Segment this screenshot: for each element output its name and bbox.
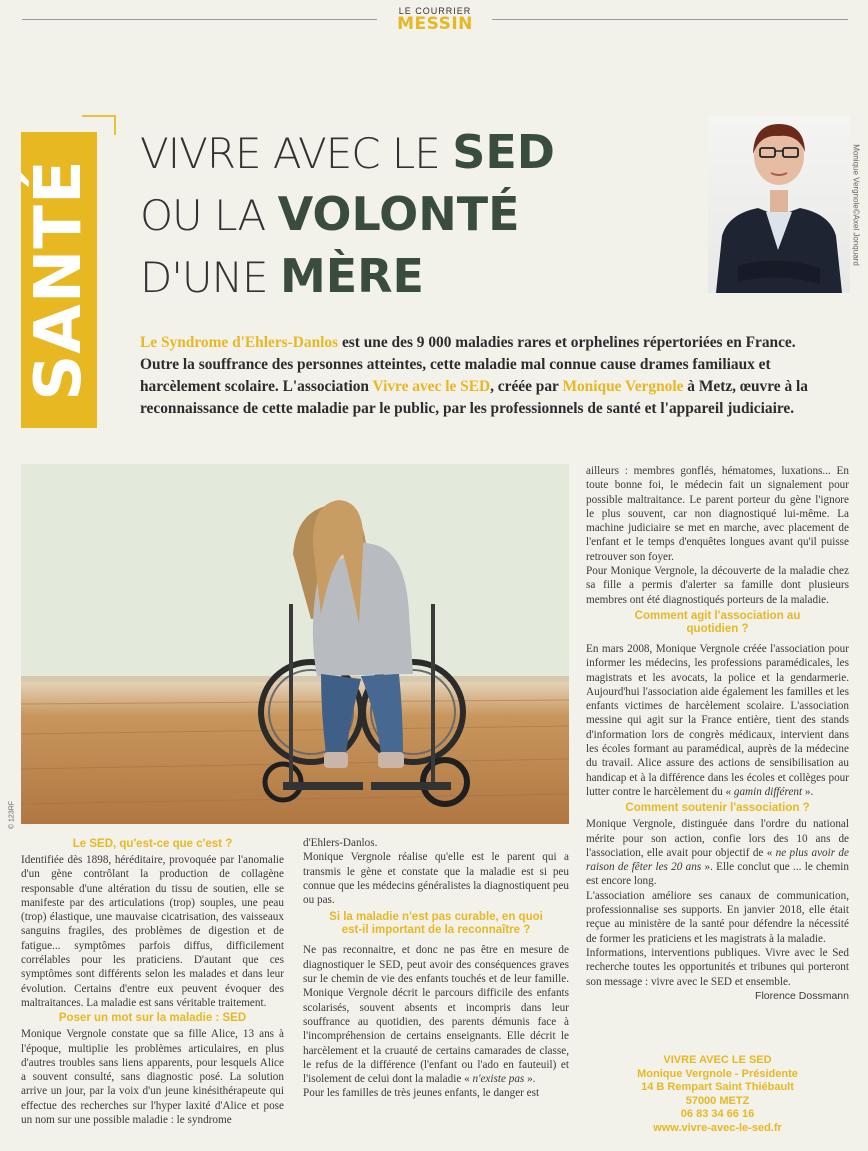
subheading-how-association-acts: Comment agit l'association au quotidien ? [634,609,801,635]
intro-highlight-syndrome: Le Syndrome d'Ehlers-Danlos [140,334,339,351]
column-1 [21,836,284,1127]
paragraph: Monique Vergnole réalise qu'elle est le parent qui a transmis le gène et constate que la maladie est si peu connue que les médecins généralistes la diagnostiquent peu ou pas. [303,851,569,907]
paragraph: Ne pas reconnaitre, et donc ne pas être en mesure de diagnostiquer le SED, peut avoir des conséquences graves sur le chemin de vie des enfants touchés et de leur famille. Monique Vergnole décrit le parcours difficile des enfants scolarisés, souvent absents et incompris dans leur souffrance au quotidien, des parents démunis face à l'incompréhension de certains enseignants. Elle décrit le harcèlement et la cruauté de certains camarades de classe, le refus de la différence (l'enfant ou l'ado en fauteuil) et l'isolement de celui dont la maladie « n'existe pas ». [303,944,569,1086]
section-label [21,132,97,428]
contact-street: 14 B Rempart Saint Thiébault [641,1081,794,1094]
title-line-3: D'UNE MÈRE [140,249,424,303]
column-2 [303,836,569,1101]
header-rule-right [492,19,848,20]
title-line-1: VIVRE AVEC LE SED [140,125,555,179]
masthead [380,6,490,32]
masthead-small: LE COURRIER [398,6,472,16]
intro-text-1: est une des 9 000 maladies rares et orphelines répertoriées en France. Outre la souffrance des personnes atteintes, cette maladie mal connue cause drames familiaux et harcèlement scolaire. L'association [140,334,796,395]
paragraph: Monique Vergnole constate que sa fille Alice, 13 ans à l'époque, multiplie les problèmes articulaires, en plus d'autres troubles sans liens apparents, pour lesquels Alice a souvent consulté, sans diagnostic posé. La solution arrive un jour, par la voix d'un jeune kinésithérapeute qui effectue des recherches sur l'hyper laxité d'Alice et pose un nom sur une possible maladie : le syndrome [21,1028,284,1127]
portrait-photo [708,116,850,293]
section-label-text: SANTÉ [22,159,96,401]
title-line-2: OU LA VOLONTÉ [140,187,520,241]
contact-block [586,1054,849,1136]
subheading-how-to-support: Comment soutenir l'association ? [625,802,810,815]
wheelchair-photo [21,464,569,824]
contact-website-link[interactable]: www.vivre-avec-le-sed.fr [653,1121,782,1134]
masthead-big: MESSIN [397,14,473,34]
portrait-credit: Monique Vergnole©Axel Jonquard [851,144,861,266]
paragraph: Pour les familles de très jeunes enfants, le danger est [303,1087,540,1100]
paragraph: Pour Monique Vergnole, la découverte de la maladie chez sa fille a permis d'alerter sa famille dont plusieurs membres ont été diagnostiqués porteurs de la maladie. [586,565,849,606]
paragraph: ailleurs : membres gonflés, hématomes, luxations... En toute bonne foi, le médecin fait un signalement pour possible maltraitance. Le parent porteur du gène l'ignore le plus souvent, car non diagnostiqué lui-même. La machine judiciaire se met en marche, avec placement de l'enfant et le temps d'enquêtes longues avant qu'il puisse retrouver son foyer. [586,465,849,563]
paragraph: L'association améliore ses canaux de communication, professionnalise ses supports. En janvier 2018, elle était reçue au ministère de la santé pour défendre la nécessité de former les praticiens et les magistrats à la maladie. [586,889,849,945]
author-signature: Florence Dossmann [755,989,849,1002]
contact-name: VIVRE AVEC LE SED [663,1054,772,1066]
contact-person: Monique Vergnole - Présidente [637,1067,798,1080]
paragraph: Informations, interventions publiques. Vivre avec le Sed recherche toutes les opportunités et tribunes qui porteront son message : vivre avec le SED et ensemble. [586,946,849,988]
intro-highlight-founder: Monique Vergnole [562,378,684,395]
subheading-what-is-sed: Le SED, qu'est-ce que c'est ? [72,838,233,850]
column-3 [586,464,849,1003]
article-title [140,122,555,308]
paragraph: Identifiée dès 1898, héréditaire, provoquée par l'anomalie d'un gène contrôlant la production de collagène responsable d'une altération du tissu de soutien, elle se manifeste par des articulations (trop) souples, une peau (trop) élastique, une mauvaise cicatrisation, des vaisseaux sanguins fragiles, des problèmes de digestion et de fatigue... symptômes parfois diffus, difficilement corrélables pour les praticiens. D'autant que ces symptômes sont différents selon les malades et dans leur évolution. Certains d'entre eux peuvent évoquer des maltraitances. La maladie est sans véritable traitement. [21,854,284,1009]
intro-text-3: à Metz, œuvre à la reconnaissance de cette maladie par le public, par les professionnels de santé et l'appareil judiciaire. [140,378,808,417]
photo-credit: © 123RF [8,800,16,830]
article-intro [140,332,830,420]
paragraph: d'Ehlers-Danlos. [303,837,378,849]
subheading-why-recognize: Si la maladie n'est pas curable, en quoi est-il important de la reconnaître ? [329,911,543,937]
contact-phone: 06 83 34 66 16 [680,1108,755,1121]
intro-text-2: , créée par [490,378,563,395]
contact-city: 57000 METZ [685,1094,750,1107]
paragraph: En mars 2008, Monique Vergnole créée l'association pour informer les médecins, les professions paramédicales, les magistrats et les avocats, la police et la gendarmerie. Aujourd'hui l'association aide également les familles et les enfants victimes de harcèlement scolaire. L'association messine qui agit sur la France entière, tient des stands d'information lors de congrès médicaux, intervient dans les écoles formant au paramédical, auprès de la médecine du travail. Alice assure des actions de sensibilisation au handicap et à la différence dans les écoles et collèges pour lutter contre le harcèlement du « gamin différent ». [586,642,849,798]
subheading-naming-disease: Poser un mot sur la maladie : SED [58,1012,247,1025]
header-rule-left [22,19,377,20]
intro-highlight-association: Vivre avec le SED [372,378,491,395]
paragraph: Monique Vergnole, distinguée dans l'ordre du national mérite pour son action, confie lors des 10 ans de l'association, elle avait pour objectif de « ne plus avoir de raison de fêter les 20 ans ». Elle conclut que ... le chemin est encore long. [586,818,849,888]
